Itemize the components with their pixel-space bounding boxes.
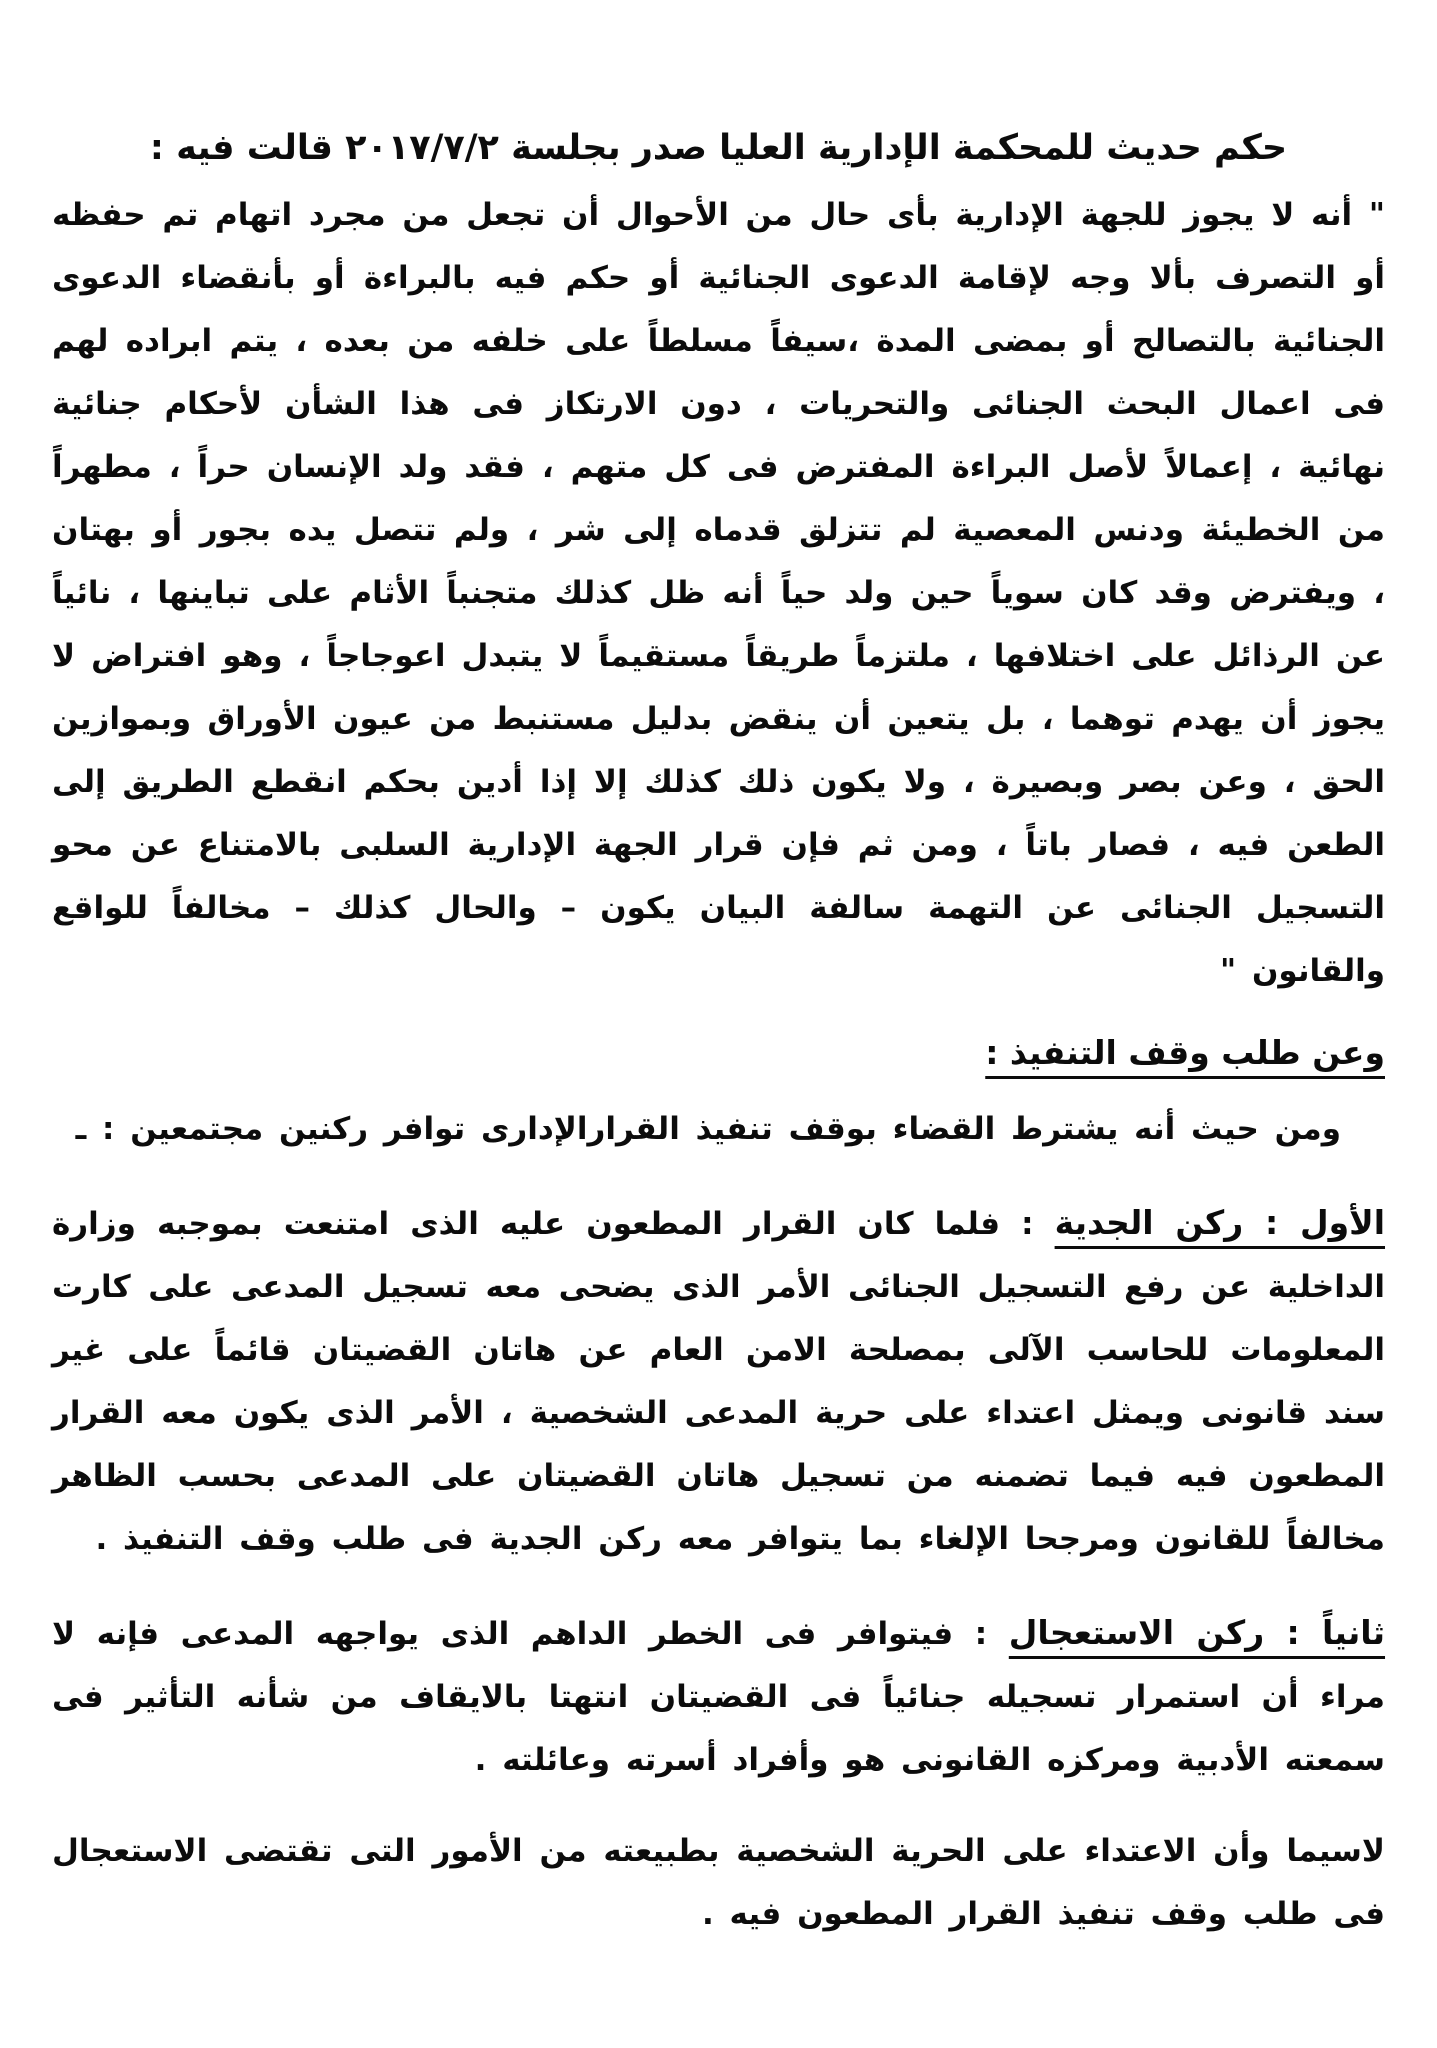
document-title: حكم حديث للمحكمة الإدارية العليا صدر بجلسة ٢٠١٧/٧/٢ قالت فيه : <box>149 128 1288 168</box>
stay-request-heading <box>52 1033 1385 1072</box>
first-pillar-label: الأول : ركن الجدية <box>1054 1203 1386 1242</box>
stay-intro-paragraph: ومن حيث أنه يشترط القضاء بوقف تنفيذ القرارالإدارى توافر ركنين مجتمعين : ـ <box>75 1111 1341 1147</box>
second-pillar-separator: : <box>953 1616 1009 1652</box>
second-pillar-paragraph <box>52 1601 1385 1792</box>
first-pillar-separator: : <box>1000 1206 1055 1242</box>
closing-paragraph: لاسيما وأن الاعتداء على الحرية الشخصية بطبيعته من الأمور التى تقتضى الاستعجال فى طلب وقف تنفيذ القرار المطعون فيه . <box>52 1833 1385 1932</box>
ruling-paragraph: " أنه لا يجوز للجهة الإدارية بأى حال من الأحوال أن تجعل من مجرد اتهام تم حفظه أو التصرف بألا وجه لإقامة الدعوى الجنائية أو حكم فيه بالبراءة أو بأنقضاء الدعوى الجنائية بالتصالح أو بمضى المدة ،سيفاً مسلطاً على خلفه من بعده ، يتم ابراده لهم فى اعمال البحث الجنائى والتحريات ، دون الارتكاز فى هذا الشأن لأحكام جنائية نهائية ، إعمالاً لأصل البراءة المفترض فى كل متهم ، فقد ولد الإنسان حراً ، مطهراً من الخطيئة ودنس المعصية لم تتزلق قدماه إلى شر ، ولم تتصل يده بجور أو بهتان ، ويفترض وقد كان سوياً حين ولد حياً أنه ظل كذلك متجنباً الأثام على تباينها ، نائياً عن الرذائل على اختلافها ، ملتزماً طريقاً مستقيماً لا يتبدل اعوجاجاً ، وهو افتراض لا يجوز أن يهدم توهما ، بل يتعين أن ينقض بدليل مستنبط من عيون الأوراق وبموازين الحق ، وعن بصر وبصيرة ، ولا يكون ذلك كذلك إلا إذا أدين بحكم انقطع الطريق إلى الطعن فيه ، فصار باتاً ، ومن ثم فإن قرار الجهة الإدارية السلبى بالامتناع عن محو التسجيل الجنائى عن التهمة سالفة البيان يكون – والحال كذلك – مخالفاً للواقع والقانون " <box>52 197 1385 989</box>
second-pillar-text: فيتوافر فى الخطر الداهم الذى يواجهه المدعى فإنه لا مراء أن استمرار تسجيله جنائياً فى القضيتان انتهتا بالايقاف من شأنه التأثير فى سمعته الأدبية ومركزه القانونى هو وأفراد أسرته وعائلته . <box>52 1616 1385 1778</box>
first-pillar-text: فلما كان القرار المطعون عليه الذى امتنعت بموجبه وزارة الداخلية عن رفع التسجيل الجنائى الأمر الذى يضحى معه تسجيل المدعى على كارت المعلومات للحاسب الآلى بمصلحة الامن العام عن هاتان القضيتان قائماً على غير سند قانونى ويمثل اعتداء على حرية المدعى الشخصية ، الأمر الذى يكون معه القرار المطعون فيه فيما تضمنه من تسجيل هاتان القضيتان على المدعى بحسب الظاهر مخالفاً للقانون ومرجحا الإلغاء بما يتوافر معه ركن الجدية فى طلب وقف التنفيذ . <box>52 1206 1385 1557</box>
stay-request-heading-text: وعن طلب وقف التنفيذ : <box>985 1033 1385 1072</box>
first-pillar-paragraph <box>52 1191 1385 1571</box>
second-pillar-label: ثانياً : ركن الاستعجال <box>1008 1613 1386 1652</box>
